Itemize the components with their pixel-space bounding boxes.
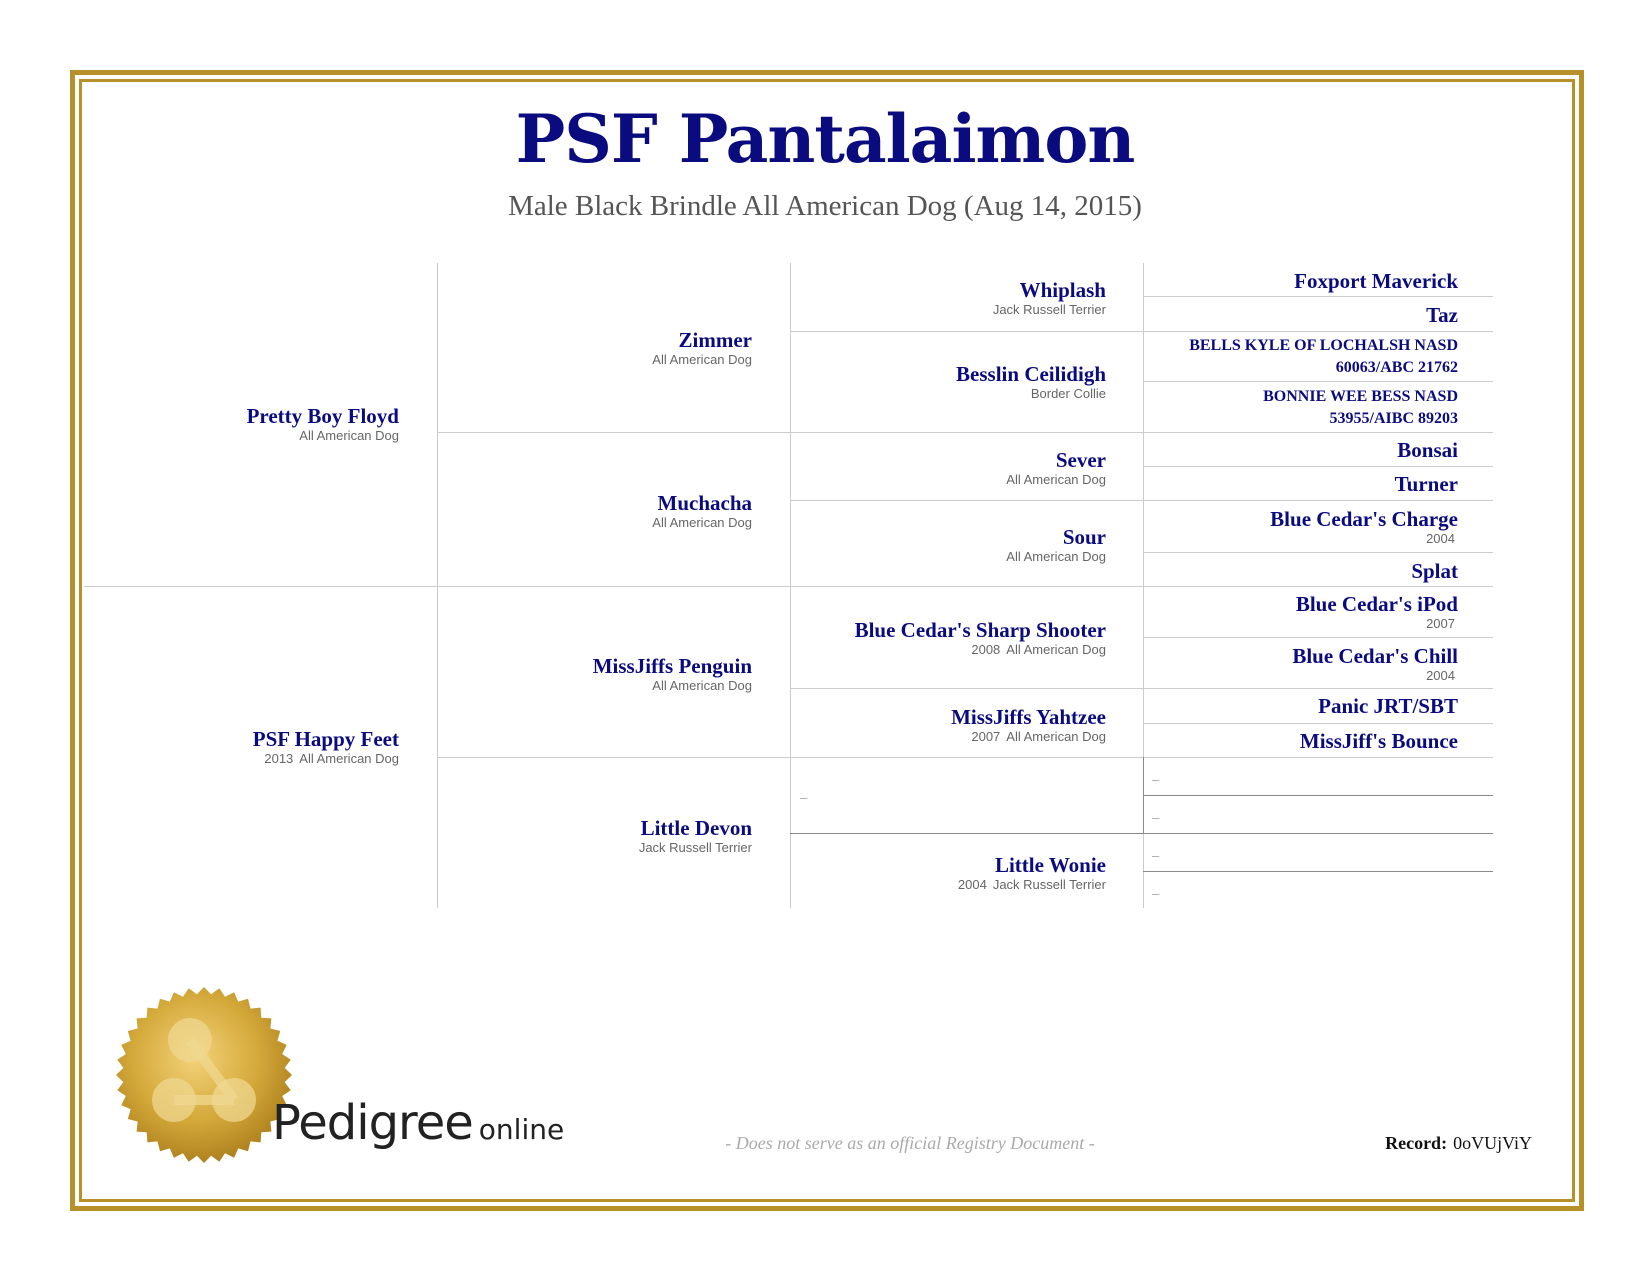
maternal-grandsire-breed: All American Dog [652,678,752,693]
ancestor-dsd[interactable] [951,705,1106,745]
paternal-granddam[interactable] [652,491,752,531]
ancestor-gen4-10-name[interactable]: Blue Cedar's Chill [1292,644,1458,668]
row-divider [1143,500,1493,501]
row-divider [790,757,1143,758]
ancestor-dss[interactable] [855,618,1106,658]
ancestor-gen4-15-unknown: – [1152,848,1160,863]
dam[interactable] [253,727,399,767]
row-divider [1143,552,1493,553]
ancestor-dsd-meta [951,729,1106,745]
row-divider [1143,871,1493,872]
ancestor-ssd-breed: Border Collie [1030,386,1106,401]
ancestor-gen4-4[interactable] [1198,386,1458,430]
ancestor-gen4-6[interactable] [1395,472,1458,496]
row-divider [1143,688,1493,689]
ancestor-gen4-2-name[interactable]: Taz [1426,303,1458,327]
gold-seal-icon [114,985,294,1165]
ancestor-gen4-7-year: 2004 [1426,531,1455,546]
ancestor-ddd-meta [958,877,1106,893]
ancestor-gen4-16-unknown: – [1152,886,1160,901]
row-divider [790,331,1143,332]
ancestor-gen4-11-name[interactable]: Panic JRT/SBT [1318,694,1458,718]
ancestor-gen4-11[interactable] [1318,694,1458,718]
logo-word: Pedigree [272,1095,473,1151]
ancestor-gen4-12-name[interactable]: MissJiff's Bounce [1299,729,1458,753]
ancestor-sdd-name[interactable]: Sour [1062,525,1106,549]
ancestor-gen4-10-year: 2004 [1426,668,1455,683]
ancestor-gen4-9-name[interactable]: Blue Cedar's iPod [1295,592,1458,616]
row-divider [1143,466,1493,467]
ancestor-gen4-12[interactable] [1300,729,1458,753]
paternal-granddam-name[interactable]: Muchacha [657,491,752,515]
dam-name[interactable]: PSF Happy Feet [252,727,399,751]
ancestor-ddd-year: 2004 [957,877,987,892]
maternal-grandsire[interactable] [593,654,752,694]
row-divider [790,833,1143,834]
ancestor-gen4-5[interactable] [1397,438,1458,462]
ancestor-dss-name[interactable]: Blue Cedar's Sharp Shooter [854,618,1106,642]
ancestor-ddd-name[interactable]: Little Wonie [994,853,1106,877]
ancestor-sss-breed: Jack Russell Terrier [992,302,1106,317]
paternal-grandsire-breed: All American Dog [652,352,752,367]
ancestor-gen4-13-unknown: – [1152,772,1160,787]
ancestor-sdd-breed: All American Dog [1006,549,1106,564]
ancestor-sss-name[interactable]: Whiplash [1019,278,1106,302]
ancestor-dss-meta [855,642,1106,658]
ancestor-sds[interactable] [1006,448,1106,488]
paternal-granddam-breed: All American Dog [652,515,752,530]
ancestor-dds-unknown: – [800,790,808,805]
ancestor-gen4-5-name[interactable]: Bonsai [1397,438,1458,462]
record-value: 0oVUjViY [1453,1133,1532,1153]
ancestor-gen4-9-year: 2007 [1426,616,1455,631]
paternal-grandsire-name[interactable]: Zimmer [678,328,752,352]
dam-meta [253,751,399,767]
ancestor-dsd-name[interactable]: MissJiffs Yahtzee [951,705,1106,729]
row-divider [1143,723,1493,724]
row-divider [1143,833,1493,834]
ancestor-gen4-1[interactable] [1294,269,1458,293]
row-divider [437,586,790,587]
pedigree-online-logo [272,1095,564,1151]
logo-sub: online [478,1113,565,1146]
ancestor-sds-name[interactable]: Sever [1055,448,1106,472]
ancestor-sdd[interactable] [1006,525,1106,565]
maternal-grandsire-name[interactable]: MissJiffs Penguin [592,654,752,678]
row-divider [84,586,437,587]
ancestor-gen4-1-name[interactable]: Foxport Maverick [1294,269,1458,293]
sire[interactable] [247,404,399,444]
column-divider [1143,757,1144,833]
row-divider [437,757,790,758]
ancestor-gen4-8-name[interactable]: Splat [1411,559,1458,583]
maternal-granddam-breed: Jack Russell Terrier [638,840,752,855]
row-divider [790,500,1143,501]
row-divider [790,688,1143,689]
row-divider [1143,331,1493,332]
paternal-grandsire[interactable] [652,328,752,368]
row-divider [1143,381,1493,382]
ancestor-gen4-9[interactable] [1296,592,1458,632]
row-divider [1143,637,1493,638]
row-divider [1143,586,1493,587]
ancestor-ddd-breed: Jack Russell Terrier [992,877,1106,892]
registry-disclaimer: - Does not serve as an official Registry Document - [725,1133,1095,1153]
ancestor-ddd[interactable] [958,853,1106,893]
row-divider [790,586,1143,587]
ancestor-dsd-year: 2007 [971,729,1001,744]
dog-name-title: PSF Pantalaimon [515,100,1135,178]
dam-breed: All American Dog [299,751,399,766]
ancestor-gen4-7[interactable] [1270,507,1458,547]
row-divider [1143,795,1493,796]
maternal-granddam-name[interactable]: Little Devon [640,816,752,840]
ancestor-gen4-8[interactable] [1411,559,1458,583]
row-divider [790,432,1143,433]
ancestor-sss[interactable] [993,278,1106,318]
record-label: Record: [1385,1133,1448,1153]
ancestor-gen4-14-unknown: – [1152,810,1160,825]
record-id [1385,1133,1532,1154]
row-divider [1143,432,1493,433]
row-divider [1143,296,1493,297]
ancestor-sds-breed: All American Dog [1006,472,1106,487]
row-divider [437,432,790,433]
ancestor-gen4-10[interactable] [1292,644,1458,684]
ancestor-gen4-2[interactable] [1426,303,1458,327]
dam-year: 2013 [264,751,294,766]
ancestor-dsd-breed: All American Dog [1006,729,1106,744]
ancestor-gen4-4-name[interactable]: BONNIE WEE BESS NASD 53955/AIBC 89203 [1263,388,1458,427]
certificate-inner-border [79,79,1575,1202]
row-divider [1143,757,1493,758]
ancestor-gen4-7-name[interactable]: Blue Cedar's Charge [1270,507,1458,531]
ancestor-ssd-name[interactable]: Besslin Ceilidigh [956,362,1106,386]
ancestor-ssd[interactable] [956,362,1106,402]
ancestor-dss-year: 2008 [971,642,1001,657]
maternal-granddam[interactable] [639,816,752,856]
dog-description-subtitle: Male Black Brindle All American Dog (Aug 14, 2015) [508,190,1142,222]
sire-breed: All American Dog [299,428,399,443]
ancestor-gen4-3[interactable] [1178,335,1458,379]
ancestor-dss-breed: All American Dog [1006,642,1106,657]
ancestor-gen4-6-name[interactable]: Turner [1394,472,1458,496]
sire-name[interactable]: Pretty Boy Floyd [246,404,399,428]
ancestor-gen4-3-name[interactable]: BELLS KYLE OF LOCHALSH NASD 60063/ABC 21762 [1189,337,1458,376]
